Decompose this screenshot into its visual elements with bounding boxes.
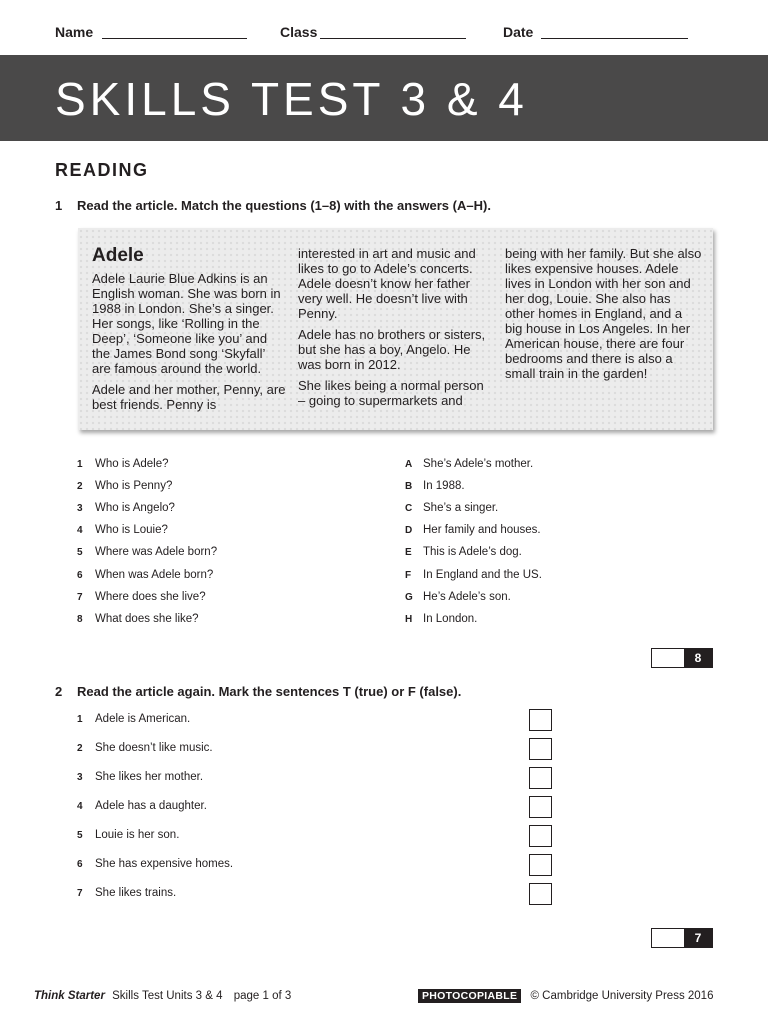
statement-item <box>77 828 179 843</box>
statement-text: She likes her mother. <box>95 771 204 783</box>
q1-number: 1 <box>55 198 63 213</box>
answer-item <box>405 457 533 472</box>
article-paragraph: Adele Laurie Blue Adkins is an English woman. She was born in 1988 in London. She’s a singer. Her songs, like ‘Rolling in the Deep’, ‘Someone like you’ and the James Bond song ‘Skyfall’ are famous around the world. <box>92 271 281 376</box>
answer-text: In London. <box>423 613 478 625</box>
question-number: 1 <box>77 459 83 470</box>
question-text: When was Adele born? <box>95 569 214 581</box>
test-name: Skills Test Units 3 & 4 <box>112 990 223 1002</box>
question-number: 8 <box>77 614 83 625</box>
statement-item <box>77 886 176 901</box>
score-entry[interactable] <box>652 929 684 947</box>
statement-number: 2 <box>77 743 83 754</box>
q1-instruction: Read the article. Match the questions (1–8) with the answers (A–H). <box>77 198 491 213</box>
answer-text: Her family and houses. <box>423 524 541 536</box>
answer-letter: A <box>405 459 413 470</box>
answer-item <box>405 545 522 560</box>
article-title: Adele <box>92 245 144 266</box>
q2-number: 2 <box>55 684 63 699</box>
statement-text: Adele is American. <box>95 713 191 725</box>
question-item <box>77 523 168 538</box>
article-paragraph: Adele and her mother, Penny, are best friends. Penny is <box>92 382 286 412</box>
answer-item <box>405 590 511 605</box>
statement-item <box>77 770 203 785</box>
section-title: READING <box>55 160 149 180</box>
statement-text: Louie is her son. <box>95 829 180 841</box>
question-item <box>77 590 206 605</box>
answer-letter: H <box>405 614 413 625</box>
article-paragraph: interested in art and music and likes to go to Adele’s concerts. Adele doesn’t know her father very well. He doesn’t live with Penny. <box>298 246 476 321</box>
question-text: What does she like? <box>95 613 199 625</box>
question-text: Who is Adele? <box>95 458 169 470</box>
question-text: Where was Adele born? <box>95 546 218 558</box>
question-text: Where does she live? <box>95 591 206 603</box>
answer-item <box>405 612 477 627</box>
score-total: 8 <box>684 649 712 667</box>
answer-letter: C <box>405 503 413 514</box>
statement-item <box>77 857 233 872</box>
tf-answer-box[interactable] <box>529 825 552 847</box>
question-item <box>77 479 172 494</box>
question-number: 6 <box>77 570 83 581</box>
question-number: 7 <box>77 592 83 603</box>
page-number: page 1 of 3 <box>233 990 292 1002</box>
name-label: Name <box>55 24 94 40</box>
answer-text: He’s Adele’s son. <box>423 591 511 603</box>
answer-text: In England and the US. <box>423 569 542 581</box>
answer-item <box>405 568 542 583</box>
statement-number: 5 <box>77 830 83 841</box>
question-text: Who is Angelo? <box>95 502 175 514</box>
score-box <box>651 648 713 668</box>
question-item <box>77 612 199 627</box>
statement-number: 6 <box>77 859 83 870</box>
article-column-3 <box>505 246 703 387</box>
copyright: © Cambridge University Press 2016 <box>530 990 714 1002</box>
statement-item <box>77 799 207 814</box>
question-number: 5 <box>77 547 83 558</box>
answer-text: In 1988. <box>423 480 465 492</box>
answer-item <box>405 479 465 494</box>
answer-letter: D <box>405 525 413 536</box>
answer-text: She’s Adele’s mother. <box>423 458 534 470</box>
question-item <box>77 545 217 560</box>
question-item <box>77 568 213 583</box>
answer-letter: F <box>405 570 412 581</box>
name-field[interactable] <box>102 38 247 39</box>
answer-letter: B <box>405 481 413 492</box>
class-field[interactable] <box>320 38 466 39</box>
answer-text: She’s a singer. <box>423 502 499 514</box>
question-item <box>77 457 169 472</box>
statement-text: She likes trains. <box>95 887 177 899</box>
class-label: Class <box>280 24 318 40</box>
statement-item <box>77 712 190 727</box>
article-column-2 <box>298 246 494 414</box>
page-title: SKILLS TEST 3 & 4 <box>55 73 528 125</box>
tf-answer-box[interactable] <box>529 796 552 818</box>
footer-right <box>418 990 713 1002</box>
statement-item <box>77 741 213 756</box>
date-label: Date <box>503 24 534 40</box>
question-number: 2 <box>77 481 83 492</box>
book-title: Think Starter <box>34 990 105 1002</box>
question-number: 4 <box>77 525 83 536</box>
photocopiable-badge: PHOTOCOPIABLE <box>418 989 521 1003</box>
statement-number: 1 <box>77 714 83 725</box>
footer-left <box>34 990 291 1002</box>
question-item <box>77 501 175 516</box>
article-paragraph: She likes being a normal person – going to supermarkets and <box>298 378 484 408</box>
answer-letter: G <box>405 592 413 603</box>
article-paragraph: Adele has no brothers or sisters, but she has a boy, Angelo. He was born in 2012. <box>298 327 486 372</box>
answer-text: This is Adele’s dog. <box>423 546 522 558</box>
statement-text: She doesn’t like music. <box>95 742 213 754</box>
tf-answer-box[interactable] <box>529 883 552 905</box>
statement-text: Adele has a daughter. <box>95 800 207 812</box>
question-number: 3 <box>77 503 83 514</box>
answer-item <box>405 501 498 516</box>
score-total: 7 <box>684 929 712 947</box>
question-text: Who is Louie? <box>95 524 168 536</box>
score-entry[interactable] <box>652 649 684 667</box>
score-box <box>651 928 713 948</box>
tf-answer-box[interactable] <box>529 854 552 876</box>
article-column-1 <box>92 271 287 418</box>
tf-answer-box[interactable] <box>529 709 552 731</box>
statement-text: She has expensive homes. <box>95 858 234 870</box>
q2-instruction: Read the article again. Mark the sentences T (true) or F (false). <box>77 684 462 699</box>
tf-answer-box[interactable] <box>529 767 552 789</box>
answer-letter: E <box>405 547 412 558</box>
question-text: Who is Penny? <box>95 480 173 492</box>
statement-number: 3 <box>77 772 83 783</box>
answer-item <box>405 523 541 538</box>
article-paragraph: being with her family. But she also likes expensive houses. Adele lives in London with her son and her dog, Louie. She also has other homes in England, and a big house in Los Angeles. In her American house, there are four bedrooms and there is also a small train in the garden! <box>505 246 702 381</box>
tf-answer-box[interactable] <box>529 738 552 760</box>
date-field[interactable] <box>541 38 688 39</box>
statement-number: 7 <box>77 888 83 899</box>
statement-number: 4 <box>77 801 83 812</box>
